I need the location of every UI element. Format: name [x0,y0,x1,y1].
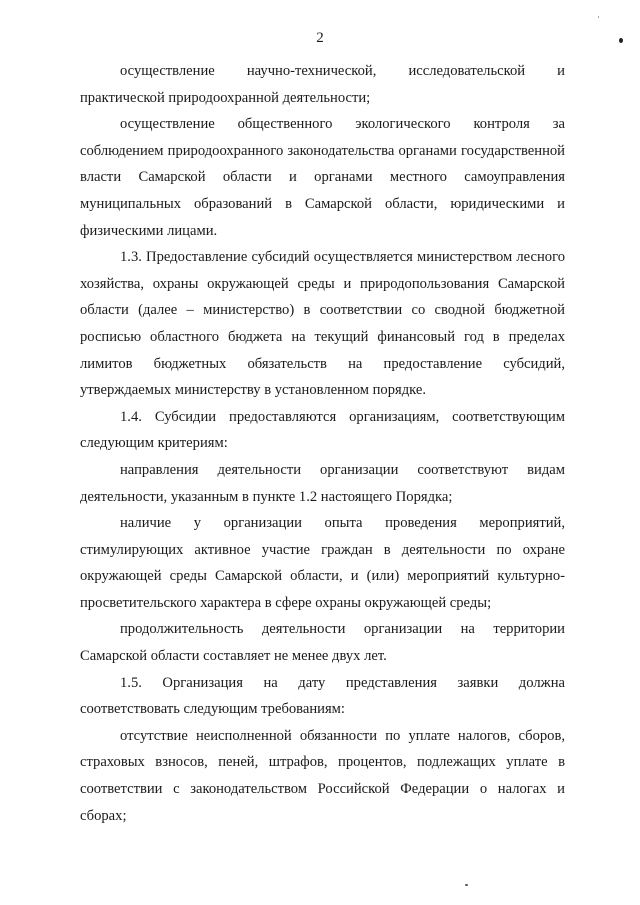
scan-speck [465,884,468,886]
paragraph-tax-obligations: отсутствие неисполненной обязанности по уплате налогов, сборов, страховых взносов, пеней, штрафов, процентов, подлежащих уплате в соответствии с законодательством Российской Федерации о налогах и сборах; [80,727,565,824]
document-body [80,58,565,829]
paragraph-experience: наличие у организации опыта проведения мероприятий, стимулирующих активное участие граждан в деятельности по охране окружающей среды Самарской области, и (или) мероприятий культурно-просветительского характера в сфере охраны окружающей среды; [80,515,565,611]
scan-speck [619,38,623,43]
page-number: 2 [316,30,324,46]
paragraph-1-3-subsidy-provider: 1.3. Предоставление субсидий осуществляется министерством лесного хозяйства, охраны окружающей среды и природопользования Самарской области (далее – министерство) в соответствии со сводной бюджетной росписью областного бюджета на текущий финансовый год в пределах лимитов бюджетных обязательств на предоставление субсидий, утверждаемых министерству в установленном порядке. [80,249,565,399]
scan-speck [598,16,599,18]
paragraph-1-5-requirements: 1.5. Организация на дату представления заявки должна соответствовать следующим требованиям: [80,674,565,718]
paragraph-research-activity: осуществление научно-технической, исследовательской и практической природоохранной деятельности; [80,63,565,106]
paragraph-public-control: осуществление общественного экологического контроля за соблюдением природоохранного законодательства органами государственной власти Самарской области и органами местного самоуправления муниципальных образований в Самарской области, юридическими и физическими лицами. [80,116,565,239]
paragraph-1-4-criteria: 1.4. Субсидии предоставляются организациям, соответствующим следующим критериям: [80,408,565,452]
paragraph-activity-directions: направления деятельности организации соответствуют видам деятельности, указанным в пункте 1.2 настоящего Порядка; [80,461,565,505]
paragraph-duration: продолжительность деятельности организации на территории Самарской области составляет не менее двух лет. [80,621,565,665]
